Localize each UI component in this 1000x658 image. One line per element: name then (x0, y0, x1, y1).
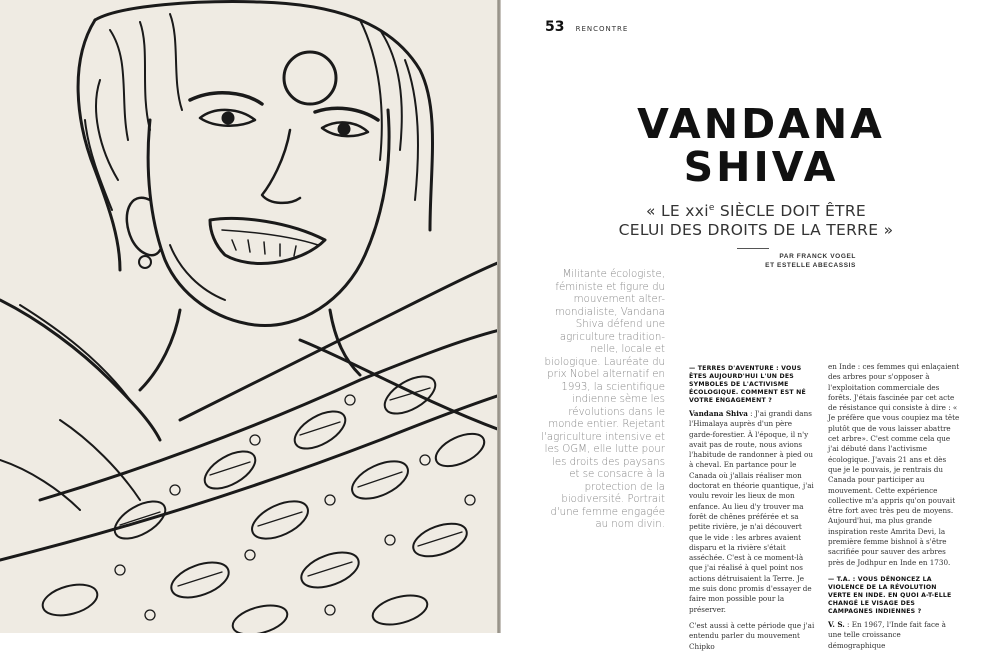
article-page (501, 0, 1000, 651)
article-title (581, 100, 941, 191)
continued-paragraph: en Inde : ces femmes qui enlaçaient des arbres pour s'opposer à l'exploitation commerciale des forêts. J'étais fascinée par cet acte de résistance qui consiste à dire : « Je préfère que vous coupiez ma tête plutôt que de vous laisser abattre cet arbre». C'est comme cela que j'ai débuté dans l'activisme écologique. J'avais 21 ans et dès que je le pouvais, je rentrais du Canada pour participer au mouvement. Cette expérience collective m'a appris qu'on pouvait être fort avec très peu de moyens. Aujourd'hui, ma plus grande inspiration reste Amrita Devi, la première femme bishnoï à s'être sacrifiée pour sauver des arbres près de Jodhpur en Inde en 1730. (828, 362, 960, 567)
interview-question-2: — T.A. : VOUS DÉNONCEZ LA VIOLENCE DE LA RÉVOLUTION VERTE EN INDE. EN QUOI A-T-ELLE CHANGÉ LE VISAGE DES CAMPAGNES INDIENNES ? (828, 575, 952, 615)
answer-text-3: : En 1967, l'Inde fait face à une telle croissance démographique (828, 619, 946, 650)
byline-line-2: ET ESTELLE ABECASSIS (765, 262, 856, 269)
byline (651, 252, 856, 270)
article-column-1 (689, 365, 817, 658)
answer-paragraph-3 (828, 620, 960, 651)
title-line-1: VANDANA (637, 100, 885, 148)
answer-text-1: : J'ai grandi dans l'Himalaya auprès d'un père garde-forestier. À l'époque, il n'y avait pas de route, nous avions l'habitude de randonner à pied ou à cheval. En partance pour le Canada où j'allais réaliser mon doctorat en théorie quantique, j'ai voulu revoir les lieux de mon enfance. Au lieu d'y trouver ma forêt de chênes préférée et sa petite rivière, je n'ai découvert que le vide : les arbres avaient disparu et la rivière s'était asséchée. C'est à ce moment-là que j'ai réalisé à quel point nos actions détruisaient la Terre. Je me suis donc promis d'essayer de faire mon possible pour la préserver. (689, 409, 814, 614)
quote-line-1 (581, 199, 931, 221)
speaker-initials: V. S. (828, 619, 845, 629)
interview-question-1: — TERRES D'AVENTURE : VOUS ÊTES AUJOURD'HUI L'UN DES SYMBOLES DE L'ACTIVISME ÉCOLOGIQUE. COMMENT EST NÉ VOTRE ENGAGEMENT ? (689, 365, 806, 404)
page-number: 53 (545, 19, 565, 35)
quote-part-1: « LE xxi (645, 202, 709, 221)
quote-superscript: e (708, 203, 715, 213)
article-column-2 (828, 362, 960, 657)
answer-paragraph-2: C'est aussi à cette période que j'ai entendu parler du mouvement Chipko (689, 620, 815, 651)
pull-quote (581, 199, 931, 240)
portrait-line-art (0, 0, 500, 633)
section-rubric: RENCONTRE (575, 25, 629, 33)
page-folio (545, 16, 628, 35)
intro-paragraph: Militante écologiste, féministe et figure du mouvement alter-mondialiste, Vandana Shiva défend une agriculture tradition-nelle, locale et biologique. Lauréate du prix Nobel alternatif en 1993, la scientifique indienne sème les révolutions dans le monde entier. Rejetant l'agriculture intensive et les OGM, elle lutte pour les droits des paysans et se consacre à la protection de la biodiversité. Portrait d'une femme engagée au nom divin. (541, 269, 665, 530)
portrait-illustration (0, 0, 500, 633)
byline-line-1: PAR FRANCK VOGEL (779, 253, 856, 260)
quote-line-2: CELUI DES DROITS DE LA TERRE » (618, 221, 894, 240)
speaker-name: Vandana Shiva (689, 409, 748, 418)
answer-paragraph-1 (689, 409, 817, 615)
title-line-2: SHIVA (683, 143, 839, 191)
byline-divider (737, 248, 769, 249)
quote-part-2: SIÈCLE DOIT ÊTRE (714, 202, 866, 221)
